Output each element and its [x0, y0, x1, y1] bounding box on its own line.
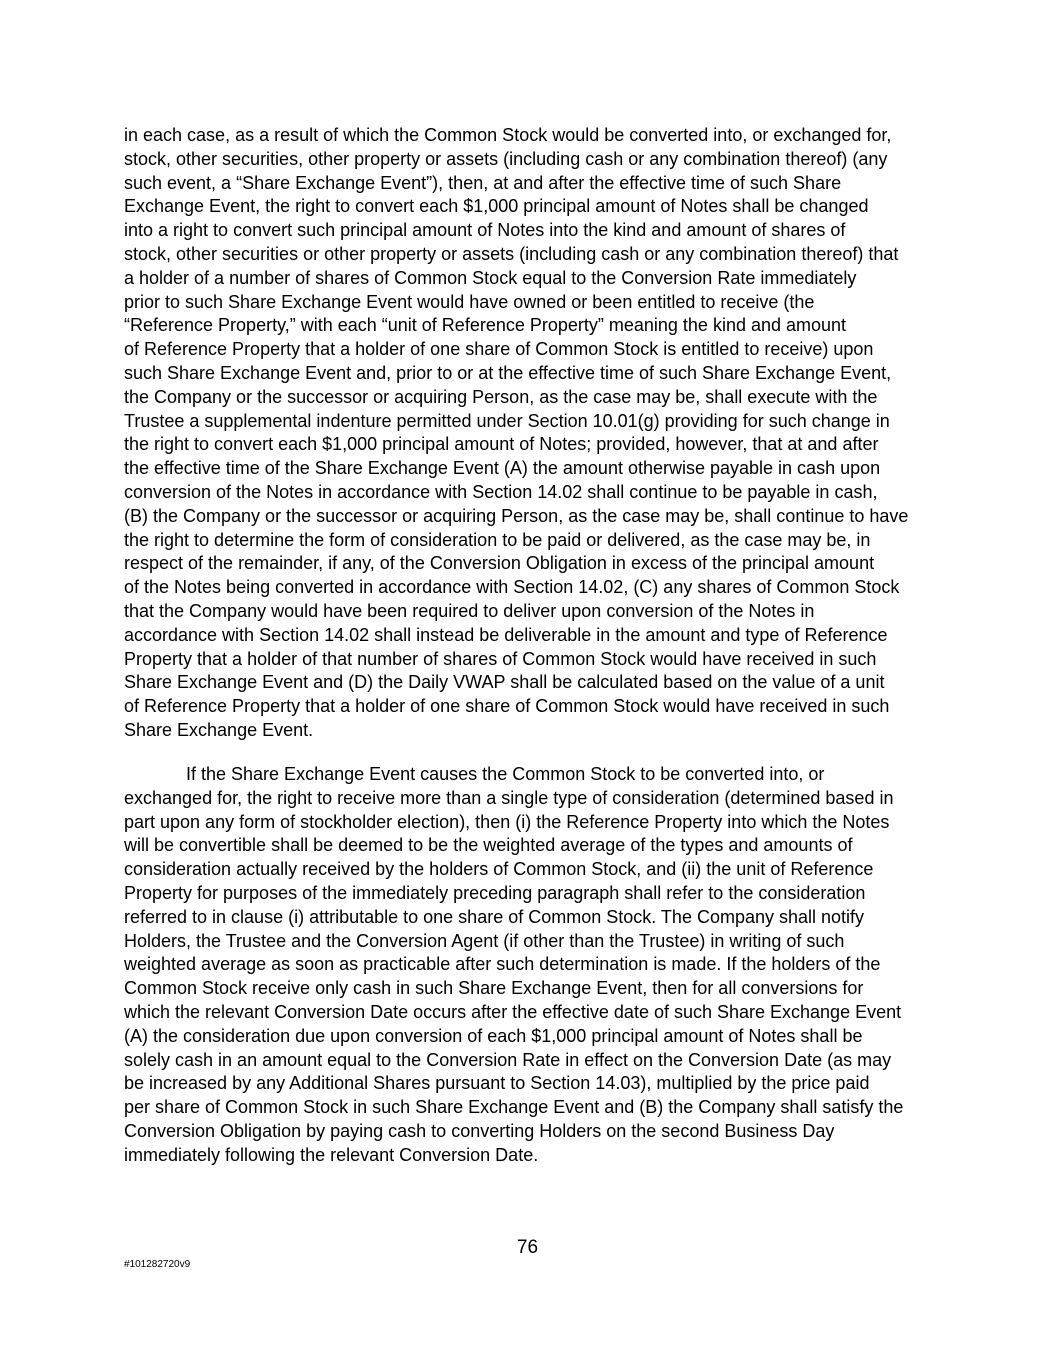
- paragraph-line: Exchange Event, the right to convert each $1,000 principal amount of Notes shall be changed: [124, 196, 869, 217]
- document-id: #101282720v9: [124, 1259, 191, 1270]
- paragraph-line: per share of Common Stock in such Share Exchange Event and (B) the Company shall satisfy the: [124, 1097, 904, 1118]
- paragraph-line: Property for purposes of the immediately preceding paragraph shall refer to the consideration: [124, 882, 866, 903]
- paragraph-line: the Company or the successor or acquiring Person, as the case may be, shall execute with the: [124, 386, 878, 407]
- paragraph-line: of Reference Property that a holder of one share of Common Stock would have received in such: [124, 696, 890, 717]
- paragraph-line: solely cash in an amount equal to the Conversion Rate in effect on the Conversion Date (as may: [124, 1049, 892, 1070]
- paragraph-line: Trustee a supplemental indenture permitted under Section 10.01(g) providing for such change in: [124, 410, 890, 431]
- paragraph-line: immediately following the relevant Conversion Date.: [124, 1144, 539, 1165]
- paragraph-line: be increased by any Additional Shares pursuant to Section 14.03), multiplied by the price paid: [124, 1073, 870, 1094]
- paragraph-line: respect of the remainder, if any, of the Conversion Obligation in excess of the principal amount: [124, 553, 875, 574]
- paragraph-line: will be convertible shall be deemed to be the weighted average of the types and amounts of: [124, 835, 853, 856]
- paragraph-line: If the Share Exchange Event causes the Common Stock to be converted into, or: [186, 764, 825, 784]
- paragraph-line: Conversion Obligation by paying cash to converting Holders on the second Business Day: [124, 1120, 835, 1141]
- paragraph-line: such Share Exchange Event and, prior to or at the effective time of such Share Exchange Event,: [124, 362, 892, 383]
- paragraph-line: referred to in clause (i) attributable to one share of Common Stock. The Company shall notify: [124, 906, 865, 927]
- paragraph-line: part upon any form of stockholder election), then (i) the Reference Property into which the Notes: [124, 811, 890, 832]
- paragraph-line: Share Exchange Event and (D) the Daily VWAP shall be calculated based on the value of a unit: [124, 672, 885, 693]
- paragraph-line: accordance with Section 14.02 shall instead be deliverable in the amount and type of Reference: [124, 624, 888, 645]
- paragraph-line: exchanged for, the right to receive more than a single type of consideration (determined based in: [124, 787, 894, 808]
- paragraph-line: stock, other securities, other property or assets (including cash or any combination thereof) (any: [124, 148, 888, 169]
- paragraph-share-exchange-event: [124, 124, 936, 743]
- paragraph-line: prior to such Share Exchange Event would have owned or been entitled to receive (the: [124, 291, 815, 312]
- paragraph-line: a holder of a number of shares of Common Stock equal to the Conversion Rate immediately: [124, 267, 857, 288]
- paragraph-line: “Reference Property,” with each “unit of Reference Property” meaning the kind and amount: [124, 315, 847, 336]
- paragraph-line: conversion of the Notes in accordance with Section 14.02 shall continue to be payable in cash,: [124, 481, 878, 502]
- paragraph-line: of Reference Property that a holder of one share of Common Stock is entitled to receive) upon: [124, 339, 874, 360]
- paragraph-line: of the Notes being converted in accordance with Section 14.02, (C) any shares of Common Stock: [124, 577, 900, 598]
- paragraph-line: that the Company would have been required to deliver upon conversion of the Notes in: [124, 600, 815, 621]
- paragraph-line: (A) the consideration due upon conversion of each $1,000 principal amount of Notes shall be: [124, 1025, 863, 1046]
- paragraph-line: into a right to convert such principal amount of Notes into the kind and amount of shares of: [124, 220, 846, 241]
- paragraph-line: Holders, the Trustee and the Conversion Agent (if other than the Trustee) in writing of such: [124, 930, 845, 951]
- paragraph-line: stock, other securities or other property or assets (including cash or any combination thereof) that: [124, 243, 899, 264]
- paragraph-line: which the relevant Conversion Date occurs after the effective date of such Share Exchange Event: [124, 1001, 902, 1022]
- paragraph-line: (B) the Company or the successor or acquiring Person, as the case may be, shall continue to have: [124, 505, 909, 526]
- paragraph-line: consideration actually received by the holders of Common Stock, and (ii) the unit of Reference: [124, 859, 874, 880]
- paragraph-line: in each case, as a result of which the Common Stock would be converted into, or exchanged for,: [124, 125, 892, 145]
- paragraph-reference-property: [124, 763, 936, 1168]
- page-number: 76: [516, 1237, 539, 1258]
- paragraph-line: the right to determine the form of consideration to be paid or delivered, as the case may be, in: [124, 529, 871, 550]
- paragraph-line: such event, a “Share Exchange Event”), then, at and after the effective time of such Share: [124, 172, 842, 193]
- paragraph-line: the effective time of the Share Exchange Event (A) the amount otherwise payable in cash upon: [124, 458, 881, 479]
- paragraph-line: the right to convert each $1,000 principal amount of Notes; provided, however, that at and after: [124, 434, 879, 455]
- paragraph-line: Common Stock receive only cash in such Share Exchange Event, then for all conversions for: [124, 978, 864, 999]
- paragraph-line: Share Exchange Event.: [124, 719, 314, 740]
- paragraph-line: weighted average as soon as practicable after such determination is made. If the holders of the: [124, 954, 881, 975]
- paragraph-line: Property that a holder of that number of shares of Common Stock would have received in such: [124, 648, 877, 669]
